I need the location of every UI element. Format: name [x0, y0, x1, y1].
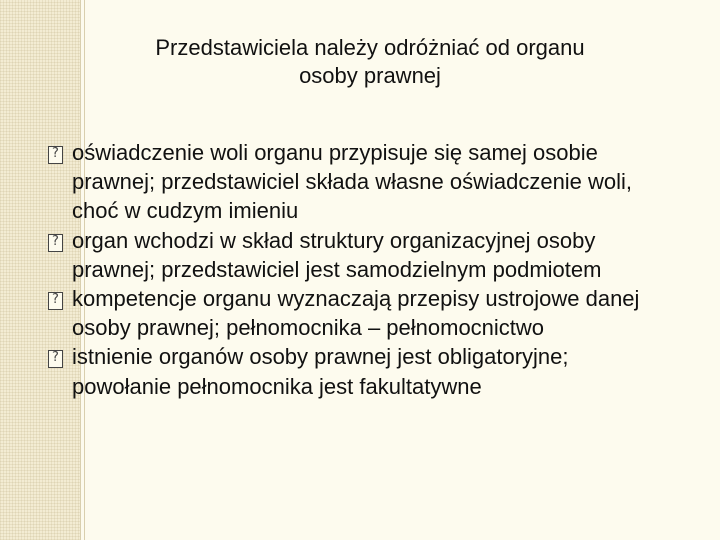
missing-glyph-bullet-icon: [48, 146, 63, 164]
missing-glyph-bullet-icon: [48, 234, 63, 252]
list-item-text: istnienie organów osoby prawnej jest obligatoryjne; powołanie pełnomocnika jest fakultatywne: [72, 344, 569, 399]
list-item-text: organ wchodzi w skład struktury organizacyjnej osoby prawnej; przedstawiciel jest samodzielnym podmiotem: [72, 227, 602, 282]
list-item-text: kompetencje organu wyznaczają przepisy ustrojowe danej osoby prawnej; pełnomocnika – pełnomocnictwo: [72, 286, 640, 341]
slide-title-line-2: osoby prawnej: [299, 63, 441, 88]
list-item: [48, 226, 668, 284]
slide-title-line-1: Przedstawiciela należy odróżniać od organu: [155, 35, 585, 60]
list-item-text: oświadczenie woli organu przypisuje się samej osobie prawnej; przedstawiciel składa własne oświadczenie woli, choć w cudzym imieniu: [72, 140, 633, 224]
missing-glyph-bullet-icon: [48, 292, 63, 310]
missing-glyph-bullet-icon: [48, 350, 63, 368]
list-item: [48, 138, 668, 226]
slide-title: [80, 34, 660, 90]
list-item: [48, 284, 668, 342]
list-item: [48, 342, 668, 400]
bullet-list: [48, 138, 668, 401]
